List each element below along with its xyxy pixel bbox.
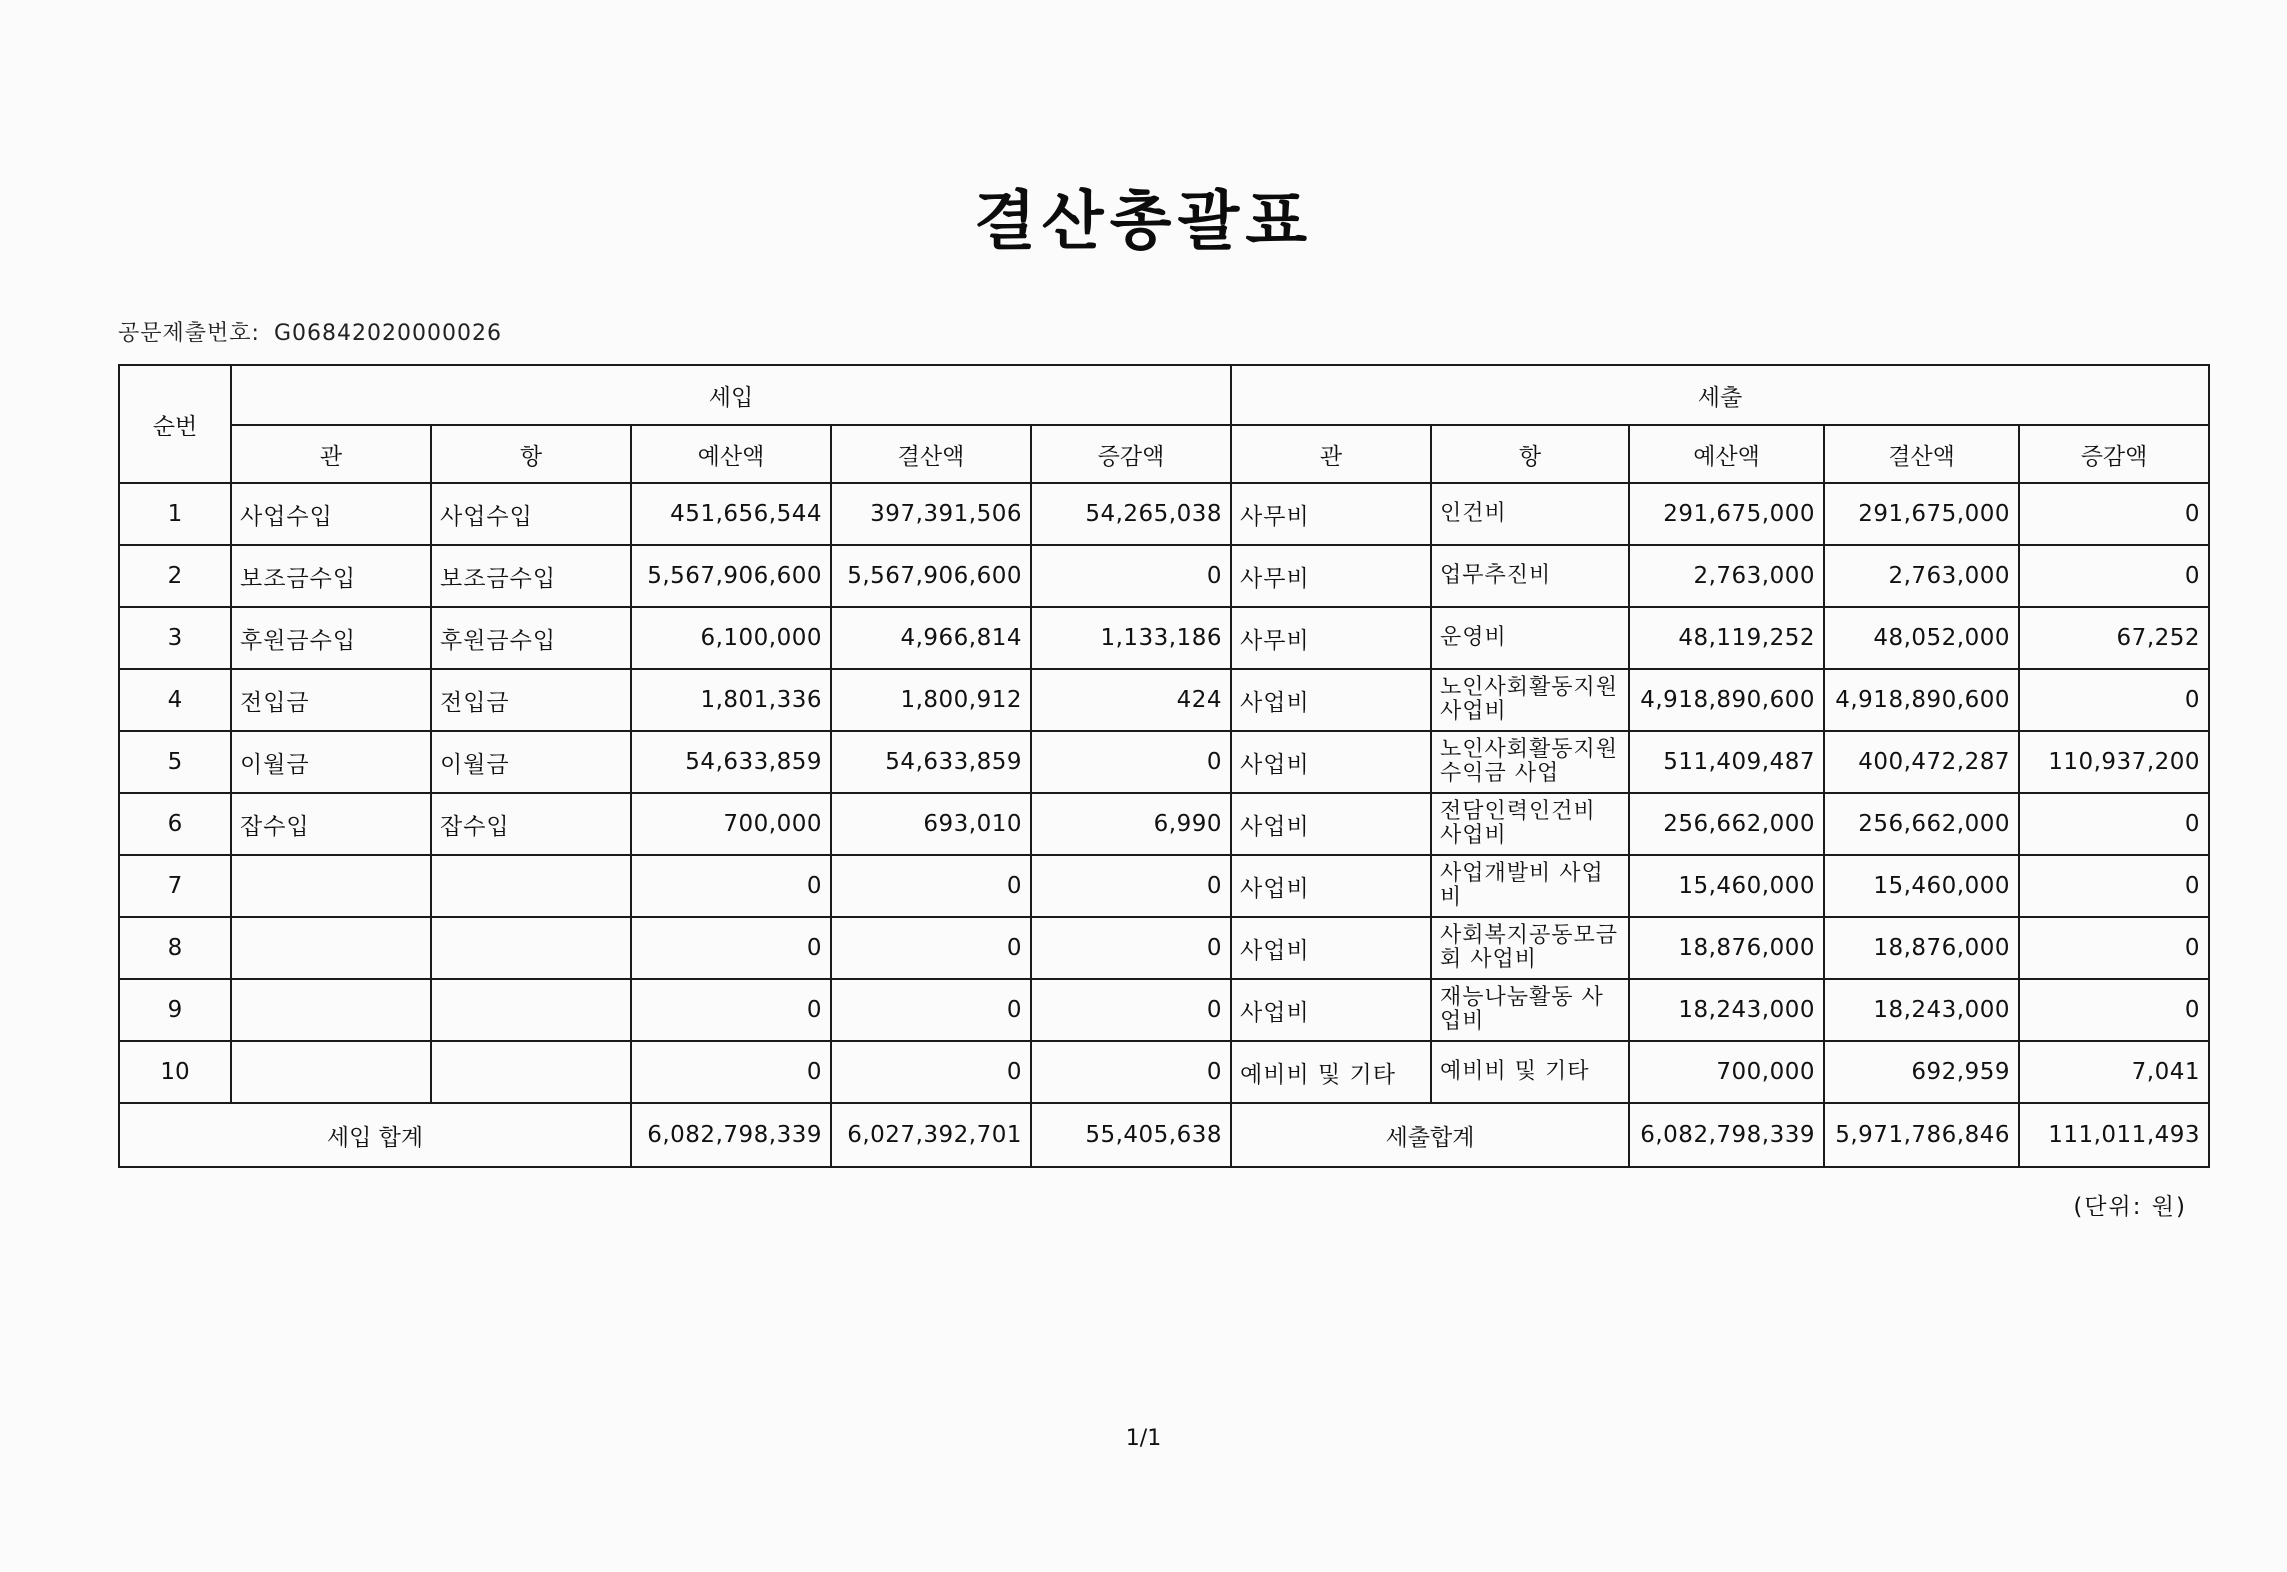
document-number-label: 공문제출번호:	[118, 321, 260, 346]
expense-gwan: 사업비	[1231, 793, 1431, 855]
total-row	[119, 1103, 2209, 1167]
table-row	[119, 669, 2209, 731]
header-expense: 세출	[1231, 365, 2209, 425]
header-income-hang: 항	[431, 425, 631, 483]
expense-diff: 67,252	[2019, 607, 2209, 669]
row-no: 5	[119, 731, 231, 793]
expense-hang: 노인사회활동지원 수익금 사업	[1431, 731, 1629, 793]
table-row	[119, 793, 2209, 855]
expense-diff: 0	[2019, 917, 2209, 979]
income-hang: 보조금수입	[431, 545, 631, 607]
income-settled: 54,633,859	[831, 731, 1031, 793]
income-diff: 54,265,038	[1031, 483, 1231, 545]
income-budget: 0	[631, 1041, 831, 1103]
income-hang	[431, 979, 631, 1041]
income-hang	[431, 917, 631, 979]
income-settled: 0	[831, 1041, 1031, 1103]
income-settled: 0	[831, 979, 1031, 1041]
expense-diff: 0	[2019, 793, 2209, 855]
expense-gwan: 사업비	[1231, 917, 1431, 979]
income-hang: 사업수입	[431, 483, 631, 545]
expense-hang: 인건비	[1431, 483, 1629, 545]
expense-settled: 291,675,000	[1824, 483, 2019, 545]
row-no: 2	[119, 545, 231, 607]
expense-hang: 재능나눔활동 사업비	[1431, 979, 1629, 1041]
income-settled: 4,966,814	[831, 607, 1031, 669]
expense-hang: 사업개발비 사업비	[1431, 855, 1629, 917]
table-row	[119, 545, 2209, 607]
income-gwan	[231, 979, 431, 1041]
income-hang: 후원금수입	[431, 607, 631, 669]
income-budget: 0	[631, 979, 831, 1041]
expense-budget: 291,675,000	[1629, 483, 1824, 545]
income-settled: 0	[831, 855, 1031, 917]
expense-settled: 15,460,000	[1824, 855, 2019, 917]
row-no: 6	[119, 793, 231, 855]
row-no: 9	[119, 979, 231, 1041]
expense-gwan: 사업비	[1231, 855, 1431, 917]
expense-settled: 692,959	[1824, 1041, 2019, 1103]
page-number: 1/1	[1125, 1426, 1162, 1451]
expense-hang: 운영비	[1431, 607, 1629, 669]
income-budget: 451,656,544	[631, 483, 831, 545]
income-diff: 0	[1031, 917, 1231, 979]
income-gwan: 잡수입	[231, 793, 431, 855]
income-hang: 이월금	[431, 731, 631, 793]
expense-budget: 511,409,487	[1629, 731, 1824, 793]
row-no: 7	[119, 855, 231, 917]
income-settled: 5,567,906,600	[831, 545, 1031, 607]
expense-settled: 18,243,000	[1824, 979, 2019, 1041]
expense-gwan: 사업비	[1231, 979, 1431, 1041]
header-income: 세입	[231, 365, 1231, 425]
income-diff: 0	[1031, 979, 1231, 1041]
row-no: 1	[119, 483, 231, 545]
income-hang: 잡수입	[431, 793, 631, 855]
table-row	[119, 979, 2209, 1041]
unit-note: (단위: 원)	[2073, 1194, 2187, 1220]
income-settled: 1,800,912	[831, 669, 1031, 731]
income-gwan	[231, 855, 431, 917]
table-row	[119, 483, 2209, 545]
income-gwan	[231, 917, 431, 979]
expense-budget: 700,000	[1629, 1041, 1824, 1103]
settlement-summary-table	[118, 364, 2210, 1168]
income-total-diff: 55,405,638	[1031, 1103, 1231, 1167]
table-body	[119, 483, 2209, 1167]
expense-budget: 18,876,000	[1629, 917, 1824, 979]
expense-hang: 사회복지공동모금회 사업비	[1431, 917, 1629, 979]
table-row	[119, 855, 2209, 917]
expense-gwan: 예비비 및 기타	[1231, 1041, 1431, 1103]
header-expense-settled: 결산액	[1824, 425, 2019, 483]
income-hang: 전입금	[431, 669, 631, 731]
header-income-gwan: 관	[231, 425, 431, 483]
income-settled: 397,391,506	[831, 483, 1031, 545]
expense-budget: 2,763,000	[1629, 545, 1824, 607]
expense-diff: 0	[2019, 483, 2209, 545]
expense-settled: 256,662,000	[1824, 793, 2019, 855]
document-number	[118, 316, 516, 347]
expense-settled: 18,876,000	[1824, 917, 2019, 979]
expense-diff: 7,041	[2019, 1041, 2209, 1103]
expense-diff: 0	[2019, 669, 2209, 731]
row-no: 10	[119, 1041, 231, 1103]
income-diff: 0	[1031, 1041, 1231, 1103]
income-gwan: 전입금	[231, 669, 431, 731]
income-hang	[431, 1041, 631, 1103]
income-gwan	[231, 1041, 431, 1103]
header-seq: 순번	[119, 365, 231, 483]
row-no: 8	[119, 917, 231, 979]
income-diff: 1,133,186	[1031, 607, 1231, 669]
header-income-settled: 결산액	[831, 425, 1031, 483]
expense-hang: 예비비 및 기타	[1431, 1041, 1629, 1103]
income-diff: 0	[1031, 545, 1231, 607]
expense-hang: 업무추진비	[1431, 545, 1629, 607]
expense-diff: 0	[2019, 545, 2209, 607]
header-expense-diff: 증감액	[2019, 425, 2209, 483]
expense-budget: 4,918,890,600	[1629, 669, 1824, 731]
income-total-label: 세입 합계	[119, 1103, 631, 1167]
expense-gwan: 사무비	[1231, 607, 1431, 669]
table-row	[119, 731, 2209, 793]
row-no: 3	[119, 607, 231, 669]
expense-diff: 0	[2019, 855, 2209, 917]
income-gwan: 이월금	[231, 731, 431, 793]
expense-budget: 48,119,252	[1629, 607, 1824, 669]
income-gwan: 사업수입	[231, 483, 431, 545]
table-row	[119, 1041, 2209, 1103]
expense-hang: 전담인력인건비 사업비	[1431, 793, 1629, 855]
table-row	[119, 607, 2209, 669]
page-title: 결산총괄표	[973, 185, 1314, 259]
expense-diff: 110,937,200	[2019, 731, 2209, 793]
document-number-value: G06842020000026	[273, 321, 502, 346]
income-budget: 0	[631, 855, 831, 917]
income-settled: 0	[831, 917, 1031, 979]
income-settled: 693,010	[831, 793, 1031, 855]
expense-settled: 2,763,000	[1824, 545, 2019, 607]
expense-gwan: 사업비	[1231, 669, 1431, 731]
expense-budget: 15,460,000	[1629, 855, 1824, 917]
header-expense-budget: 예산액	[1629, 425, 1824, 483]
income-diff: 0	[1031, 855, 1231, 917]
income-budget: 700,000	[631, 793, 831, 855]
table-row	[119, 917, 2209, 979]
expense-gwan: 사업비	[1231, 731, 1431, 793]
header-expense-hang: 항	[1431, 425, 1629, 483]
expense-total-budget: 6,082,798,339	[1629, 1103, 1824, 1167]
expense-settled: 4,918,890,600	[1824, 669, 2019, 731]
expense-settled: 400,472,287	[1824, 731, 2019, 793]
income-budget: 5,567,906,600	[631, 545, 831, 607]
expense-settled: 48,052,000	[1824, 607, 2019, 669]
row-no: 4	[119, 669, 231, 731]
income-hang	[431, 855, 631, 917]
expense-gwan: 사무비	[1231, 483, 1431, 545]
expense-total-settled: 5,971,786,846	[1824, 1103, 2019, 1167]
income-diff: 424	[1031, 669, 1231, 731]
income-diff: 6,990	[1031, 793, 1231, 855]
header-income-diff: 증감액	[1031, 425, 1231, 483]
expense-total-label: 세출합계	[1231, 1103, 1629, 1167]
income-total-budget: 6,082,798,339	[631, 1103, 831, 1167]
expense-total-diff: 111,011,493	[2019, 1103, 2209, 1167]
header-income-budget: 예산액	[631, 425, 831, 483]
income-budget: 54,633,859	[631, 731, 831, 793]
income-total-settled: 6,027,392,701	[831, 1103, 1031, 1167]
expense-budget: 18,243,000	[1629, 979, 1824, 1041]
income-diff: 0	[1031, 731, 1231, 793]
expense-diff: 0	[2019, 979, 2209, 1041]
income-gwan: 후원금수입	[231, 607, 431, 669]
expense-budget: 256,662,000	[1629, 793, 1824, 855]
income-budget: 1,801,336	[631, 669, 831, 731]
expense-gwan: 사무비	[1231, 545, 1431, 607]
income-budget: 0	[631, 917, 831, 979]
expense-hang: 노인사회활동지원 사업비	[1431, 669, 1629, 731]
income-gwan: 보조금수입	[231, 545, 431, 607]
header-expense-gwan: 관	[1231, 425, 1431, 483]
income-budget: 6,100,000	[631, 607, 831, 669]
